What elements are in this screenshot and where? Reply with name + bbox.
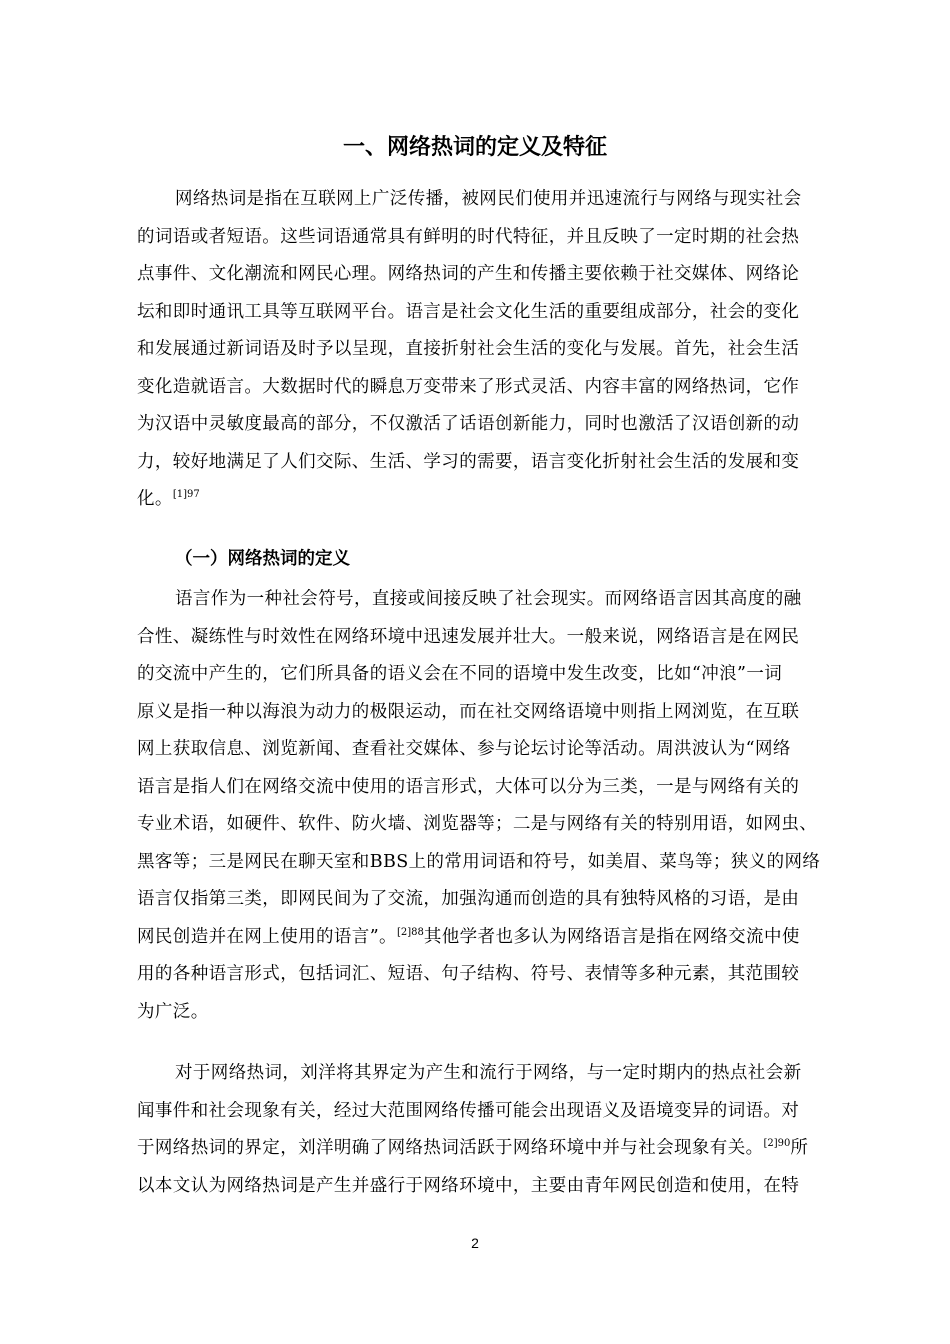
text-line: 语言是指人们在网络交流中使用的语言形式，大体可以分为三类，一是与网络有关的 (137, 776, 800, 797)
text-line: 闻事件和社会现象有关，经过大范围网络传播可能会出现语义及语境变异的词语。对 (137, 1100, 800, 1121)
text-line-last (137, 481, 821, 519)
text-line: 为广泛。 (137, 1001, 209, 1022)
citation-marker: [2]90 (763, 1138, 791, 1149)
text-line: 坛和即时通讯工具等互联网平台。语言是社会文化生活的重要组成部分，社会的变化 (137, 301, 800, 322)
text-line: 为汉语中灵敏度最高的部分，不仅激活了话语创新能力，同时也激活了汉语创新的动 (137, 414, 800, 434)
text-line: 对于网络热词，刘洋将其界定为产生和流行于网络，与一定时期内的热点社会新 (175, 1063, 802, 1083)
paragraph-3 (137, 1055, 821, 1205)
text-line: 和发展通过新词语及时予以呈现，直接折射社会生活的变化与发展。首先，社会生活 (137, 339, 800, 359)
text-line: 点事件、文化潮流和网民心理。网络热词的产生和传播主要依赖于社交媒体、网络论 (137, 264, 800, 284)
paragraph-1 (137, 181, 821, 519)
page-number: 2 (471, 1235, 479, 1251)
text-line: 变化造就语言。大数据时代的瞬息万变带来了形式灵活、内容丰富的网络热词，它作 (137, 376, 800, 397)
text-fragment: 所 (790, 1138, 809, 1158)
chapter-title: 一、网络热词的定义及特征 (342, 135, 607, 160)
text-line: 原义是指一种以海浪为动力的极限运动，而在社交网络语境中则指上网浏览，在互联 (137, 701, 800, 722)
text-line: 的交流中产生的，它们所具备的语义会在不同的语境中发生改变，比如“冲浪”一词 (137, 664, 783, 684)
text-line: 用的各种语言形式，包括词汇、短语、句子结构、符号、表情等多种元素，其范围较 (137, 964, 800, 984)
text-fragment: 其他学者也多认为网络语言是指在网络交流中使 (423, 926, 800, 947)
text-line: 的词语或者短语。这些词语通常具有鲜明的时代特征，并且反映了一定时期的社会热 (137, 226, 800, 247)
text-line: 力，较好地满足了人们交际、生活、学习的需要，语言变化折射社会生活的发展和变 (137, 451, 800, 472)
text-line: 以本文认为网络热词是产生并盛行于网络环境中，主要由青年网民创造和使用，在特 (137, 1175, 800, 1196)
text-line-with-citation (137, 919, 821, 957)
text-line-with-citation (137, 1130, 821, 1168)
text-line: 合性、凝练性与时效性在网络环境中迅速发展并壮大。一般来说，网络语言是在网民 (137, 626, 800, 647)
text-line: 网上获取信息、浏览新闻、查看社交媒体、参与论坛讨论等活动。周洪波认为“网络 (137, 739, 791, 759)
paragraph-2 (137, 581, 821, 1031)
text-line: 语言作为一种社会符号，直接或间接反映了社会现实。而网络语言因其高度的融 (175, 589, 802, 609)
text-line: 黑客等；三是网民在聊天室和BBS上的常用词语和符号，如美眉、菜鸟等；狭义的网络 (137, 851, 821, 872)
citation-marker: [1]97 (172, 489, 200, 500)
text-line: 专业术语，如硬件、软件、防火墙、浏览器等；二是与网络有关的特别用语，如网虫、 (137, 814, 818, 834)
section-heading: （一）网络热词的定义 (175, 549, 350, 569)
text-line: 网络热词是指在互联网上广泛传播，被网民们使用并迅速流行与网络与现实社会 (175, 189, 802, 209)
text-fragment: 化。 (137, 489, 173, 509)
text-line: 语言仅指第三类，即网民间为了交流，加强沟通而创造的具有独特风格的习语，是由 (137, 889, 800, 909)
citation-marker: [2]88 (396, 926, 424, 938)
text-fragment: 于网络热词的界定，刘洋明确了网络热词活跃于网络环境中并与社会现象有关。 (137, 1138, 764, 1158)
text-fragment: 网民创造并在网上使用的语言”。 (137, 926, 397, 947)
